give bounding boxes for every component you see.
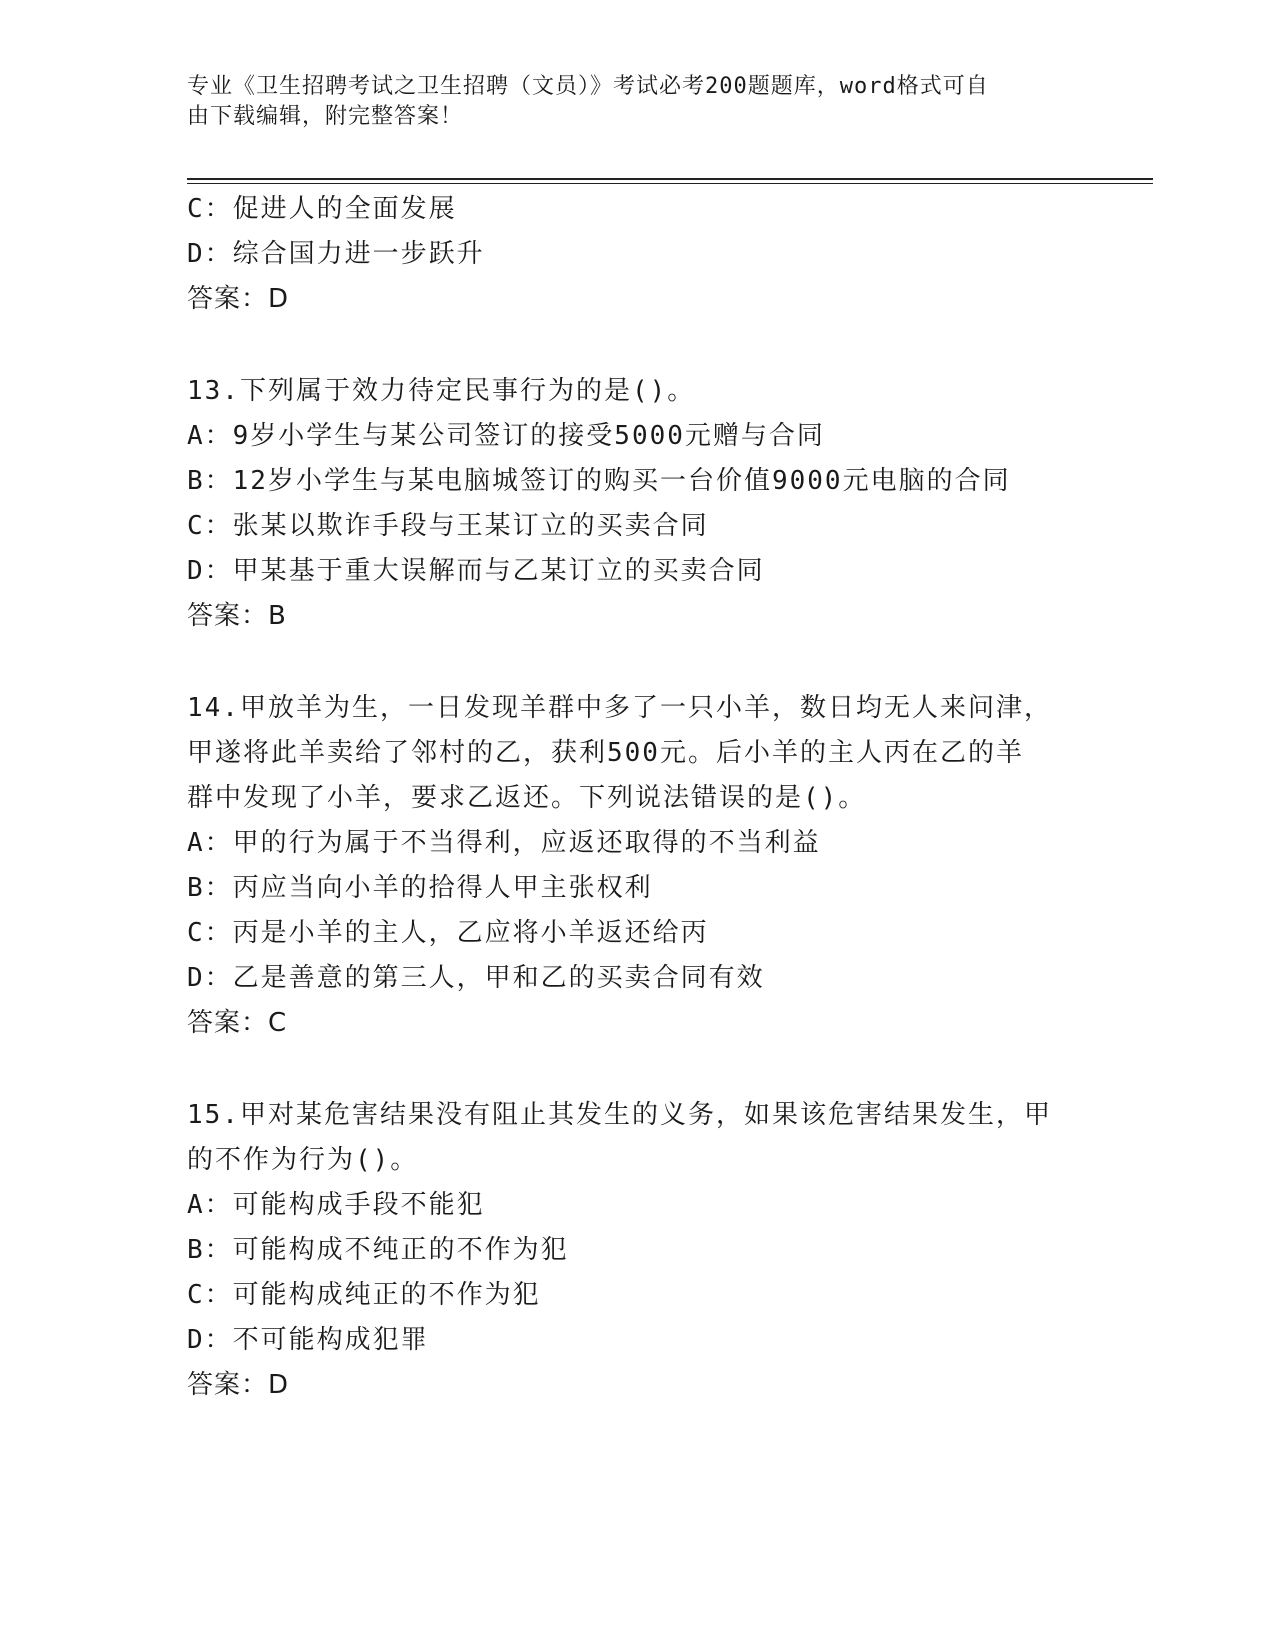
option-a: A：9岁小学生与某公司签订的接受5000元赠与合同 [187,421,825,451]
option-d: D：甲某基于重大误解而与乙某订立的买卖合同 [187,556,765,586]
question-15 [187,1093,1087,1408]
option-a: A：甲的行为属于不当得利，应返还取得的不当利益 [187,828,821,858]
question-text: 13.下列属于效力待定民事行为的是()。 [187,376,696,406]
header-rule-thick [187,178,1153,180]
question-14 [187,686,1087,1046]
option-b: B：可能构成不纯正的不作为犯 [187,1235,569,1265]
answer-line: 答案：D [187,1370,290,1400]
question-text: 14.甲放羊为生，一日发现羊群中多了一只小羊，数日均无人来问津， [187,693,1052,723]
answer-line: 答案：B [187,601,287,631]
option-c: C：张某以欺诈手段与王某订立的买卖合同 [187,511,709,541]
question-content [187,187,1087,1408]
option-d: D：不可能构成犯罪 [187,1325,429,1355]
spacer [187,639,1087,686]
option-b: B：丙应当向小羊的拾得人甲主张权利 [187,873,653,903]
option-b: B：12岁小学生与某电脑城签订的购买一台价值9000元电脑的合同 [187,466,1011,496]
option-d: D：综合国力进一步跃升 [187,239,485,269]
header-line-1: 专业《卫生招聘考试之卫生招聘（文员）》考试必考200题题库，word格式可自 [187,74,989,99]
spacer [187,1046,1087,1093]
question-text: 15.甲对某危害结果没有阻止其发生的义务，如果该危害结果发生，甲 [187,1100,1052,1130]
page-header [187,72,1067,132]
header-rule-thin [187,183,1153,184]
option-c: C：促进人的全面发展 [187,194,457,224]
option-d: D：乙是善意的第三人，甲和乙的买卖合同有效 [187,963,765,993]
question-text: 甲遂将此羊卖给了邻村的乙，获利500元。后小羊的主人丙在乙的羊 [187,738,1024,768]
question-13 [187,369,1087,639]
option-a: A：可能构成手段不能犯 [187,1190,485,1220]
answer-line: 答案：C [187,1008,288,1038]
option-c: C：可能构成纯正的不作为犯 [187,1280,541,1310]
answer-line: 答案：D [187,284,290,314]
prev-question-block [187,187,1087,322]
header-line-2: 由下载编辑，附完整答案！ [187,104,464,129]
question-text: 的不作为行为()。 [187,1145,419,1175]
question-text: 群中发现了小羊，要求乙返还。下列说法错误的是()。 [187,783,867,813]
option-c: C：丙是小羊的主人，乙应将小羊返还给丙 [187,918,709,948]
spacer [187,322,1087,369]
